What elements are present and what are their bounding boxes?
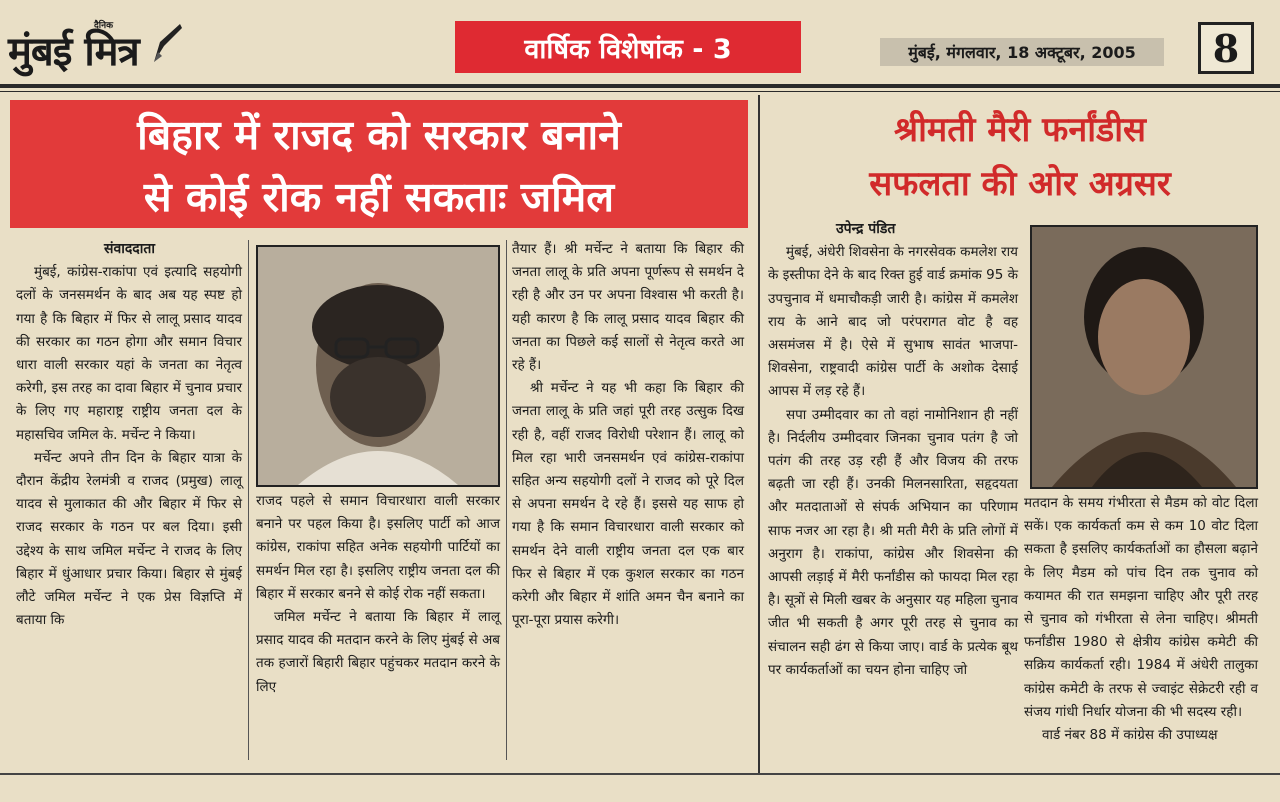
page-number: 8: [1198, 22, 1254, 74]
headline-line: से कोई रोक नहीं सकताः जमिल: [143, 173, 615, 221]
left-story-column-1: [16, 238, 242, 632]
column-divider: [248, 240, 249, 760]
paragraph: सपा उम्मीदवार का तो वहां नामोनिशान ही नहीं है। निर्दलीय उम्मीदवार जिनका चुनाव पतंग है जो पतंग की तरह उड़ रही हैं और विजय की तरफ बढ़ती जा रही हैं। उनकी मिलनसारिता, सहृदयता और मतदाताओं से संपर्क अभियान का परिणाम साफ नजर आ रहा है। श्री मती मैरी के प्रति लोगों में अनुराग है। राकांपा, कांग्रेस और शिवसेना की आपसी लड़ाई में मैरी फर्नांडीस को फायदा मिल रहा है। सूत्रों से मिली खबर के अनुसार यह महिला चुनाव जीत भी सकती है अगर पूरी तरह से चुनाव का संचालन सही ढंग से किया जाए। वार्ड के प्रत्येक बूथ पर कार्यकर्ताओं का चयन होना चाहिए जो: [768, 406, 1018, 678]
byline: उपेन्द्र पंडित: [836, 221, 896, 237]
bottom-rule: [0, 773, 1280, 775]
paragraph: मर्चेन्ट अपने तीन दिन के बिहार यात्रा के दौरान केंद्रीय रेलमंत्री व राजद (प्रमुख) लालू यादव से मुलाकात की और बिहार में फिर से राजद सरकार के गठन पर बल दिया। इसी उद्देश्य के साथ जमिल मर्चेन्ट ने राजद के लिए बिहार में धुंआधार प्रचार किया। बिहार से मुंबई लौटे जमिल मर्चेन्ट ने एक प्रेस विज्ञप्ति में बताया कि: [16, 449, 242, 629]
portrait-man-icon: [258, 247, 498, 485]
headline-line: श्रीमती मैरी फर्नांडीस: [894, 110, 1146, 150]
right-story-column-1: [768, 218, 1018, 682]
portrait-woman-icon: [1032, 227, 1256, 487]
paragraph: तैयार हैं। श्री मर्चेन्ट ने बताया कि बिहार की जनता लालू के प्रति अपना पूर्णरूप से समर्थन दे रही है और उन पर अपना विश्वास भी करती है। यही कारण है कि लालू प्रसाद यादव बिहार की जनता का पिछले कई सालों से नेतृत्व करते आ रहे हैं।: [512, 241, 744, 374]
newspaper-logo: [8, 18, 188, 80]
column-divider: [506, 240, 507, 760]
paragraph: मुंबई, कांग्रेस-राकांपा एवं इत्यादि सहयोगी दलों के जनसमर्थन के बाद अब यह स्पष्ट हो गया है कि बिहार में फिर से लालू प्रसाद यादव की सरकार का गठन होगा और समान विचार धारा वाली सरकार यहां के जनता का नेतृत्व करेगी, इस तरह का दावा बिहार में चुनाव प्रचार के लिए गए महाराष्ट्र राष्ट्रीय जनता दल के महासचिव जमिल के. मर्चेन्ट ने किया।: [16, 264, 242, 443]
headline-line: सफलता की ओर अग्रसर: [869, 164, 1171, 204]
left-story-headline: [10, 100, 748, 228]
logo-daily-label: दैनिक: [94, 21, 114, 31]
pen-icon: [150, 22, 184, 64]
left-story-column-3: [512, 238, 744, 632]
annual-special-banner: वार्षिक विशेषांक - 3: [455, 21, 801, 73]
masthead-rule: [0, 84, 1280, 88]
headline-line: बिहार में राजद को सरकार बनाने: [137, 111, 621, 159]
paragraph: राजद पहले से समान विचारधारा वाली सरकार बनाने पर पहल किया है। इसलिए पार्टी को आज कांग्रेस, राकांपा सहित अनेक सहयोगी पार्टियों का समर्थन मिल रहा है। इसलिए राष्ट्रीय जनता दल की बिहार में सरकार बनने से कोई रोक नहीं सकता।: [256, 493, 500, 602]
photo-jamil-merchant: [256, 245, 500, 487]
paragraph: मुंबई, अंधेरी शिवसेना के नगरसेवक कमलेश राय के इस्तीफा देने के बाद रिक्त हुई वार्ड क्रमांक 95 के उपचुनाव में धमाचौकड़ी जारी है। कांग्रेस में कमलेश राय के आने बाद जो परंपरागत वोट है वह असमंजस में है। ऐसे में सुभाष सावंत भाजपा-शिवसेना, राष्ट्रवादी कांग्रेस पार्टी के अशोक देसाई आपस में लड़ रहे हैं।: [768, 244, 1018, 400]
section-divider: [758, 95, 760, 775]
right-story-column-2: [1024, 492, 1258, 747]
dateline: मुंबई, मंगलवार, 18 अक्टूबर, 2005: [880, 38, 1164, 66]
masthead-rule-thin: [0, 91, 1280, 92]
right-story-headline: [780, 103, 1260, 213]
paragraph: श्री मर्चेन्ट ने यह भी कहा कि बिहार की जनता लालू के प्रति जहां पूरी तरह उत्सुक दिख रही है, वहीं राजद विरोधी परेशान हैं। लालू को मिल रहा भारी जनसमर्थन एवं कांग्रेस-राकांपा सहित अन्य सहयोगी दलों ने राजद को पूरे दिल से अपना समर्थन दे रहे हैं। इससे यह साफ हो गया है कि समान विचारधारा वाली सरकार को समर्थन देने वाली राष्ट्रीय जनता दल एक बार फिर से बिहार में एक कुशल सरकार का गठन करेगी और बिहार में शांति अमन चैन बनाने का पूरा-पूरा प्रयास करेगी।: [512, 380, 744, 629]
left-story-column-2: [256, 490, 500, 699]
photo-mary-fernandes: [1030, 225, 1258, 489]
paragraph: वार्ड नंबर 88 में कांग्रेस की उपाध्यक्ष: [1042, 727, 1218, 744]
logo-title: मुंबई मित्र: [8, 29, 139, 75]
byline: संवाददाता: [104, 241, 155, 257]
paragraph: जमिल मर्चेन्ट ने बताया कि बिहार में लालू प्रसाद यादव की मतदान करने के लिए मुंबई से अब तक हजारों बिहारी बिहार पहुंचकर मतदान करने के लिए: [256, 609, 500, 695]
paragraph: मतदान के समय गंभीरता से मैडम को वोट दिला सकें। एक कार्यकर्ता कम से कम 10 वोट दिला सकता है इसलिए कार्यकर्ताओं का हौसला बढ़ाने के लिए मैडम को पांच दिन तक चुनाव को कयामत की रात समझना चाहिए और पूरी तरह से चुनाव को गंभीरता से लेना चाहिए। श्रीमती फर्नांडीस 1980 से क्षेत्रीय कांग्रेस कमेटी की सक्रिय कार्यकर्ता रही। 1984 में अंधेरी तालुका कांग्रेस कमेटी के तरफ से ज्वाइंट सेक्रेटरी रही व संजय गांधी निर्धार योजना की भी सदस्य रही।: [1024, 495, 1258, 720]
